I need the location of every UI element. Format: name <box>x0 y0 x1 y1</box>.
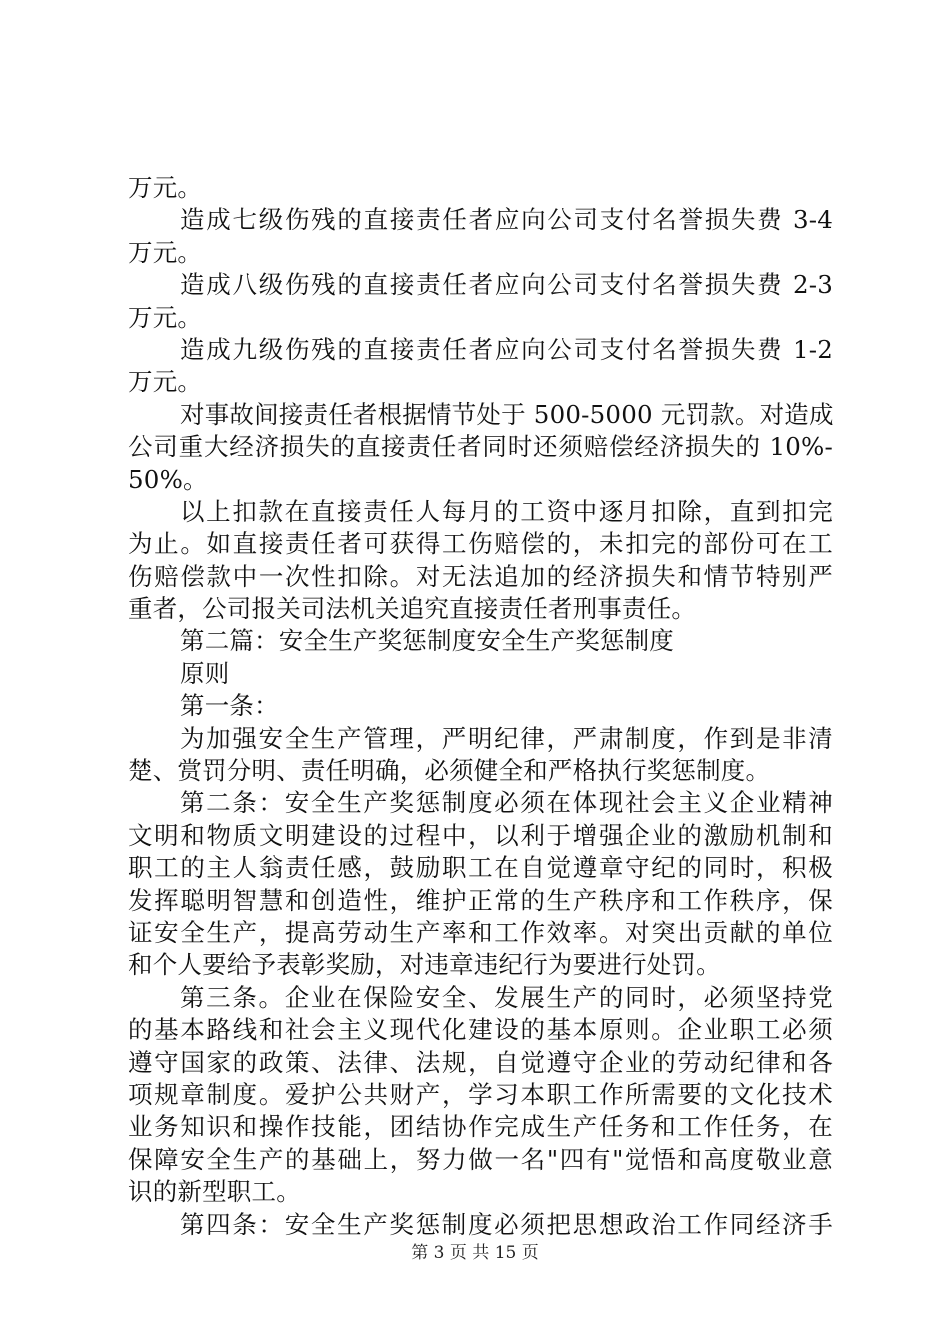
text-line: 公司重大经济损失的直接责任者同时还须赔偿经济损失的 10%- <box>128 432 833 462</box>
text-line: 职工的主人翁责任感，鼓励职工在自觉遵章守纪的同时，积极 <box>128 853 833 883</box>
text-line: 造成七级伤残的直接责任者应向公司支付名誉损失费 3-4 <box>180 205 833 235</box>
text-line: 第四条：安全生产奖惩制度必须把思想政治工作同经济手 <box>180 1209 833 1239</box>
text-line: 对事故间接责任者根据情节处于 500-5000 元罚款。对造成 <box>180 399 834 429</box>
section-heading: 第二篇：安全生产奖惩制度安全生产奖惩制度 <box>180 626 674 656</box>
text-line: 文明和物质文明建设的过程中，以利于增强企业的激励机制和 <box>128 820 833 850</box>
text-line: 万元。 <box>128 237 203 267</box>
article-heading: 第一条： <box>180 691 279 721</box>
text-line: 项规章制度。爱护公共财产，学习本职工作所需要的文化技术 <box>128 1079 833 1109</box>
document-body <box>128 172 833 1241</box>
text-line: 遵守国家的政策、法律、法规，自觉遵守企业的劳动纪律和各 <box>128 1047 833 1077</box>
text-line: 保障安全生产的基础上，努力做一名"四有"觉悟和高度敬业意 <box>128 1144 833 1174</box>
text-line: 50%。 <box>128 464 208 494</box>
text-line: 万元。 <box>128 367 203 397</box>
text-line: 伤赔偿款中一次性扣除。对无法追加的经济损失和情节特别严 <box>128 561 833 591</box>
text-line: 为加强安全生产管理，严明纪律，严肃制度，作到是非清 <box>180 723 833 753</box>
text-line: 证安全生产，提高劳动生产率和工作效率。对突出贡献的单位 <box>128 917 833 947</box>
text-line: 万元。 <box>128 173 203 202</box>
text-line: 造成八级伤残的直接责任者应向公司支付名誉损失费 2-3 <box>180 270 833 300</box>
text-line: 第二条：安全生产奖惩制度必须在体现社会主义企业精神 <box>180 788 833 818</box>
text-line: 发挥聪明智慧和创造性，维护正常的生产秩序和工作秩序，保 <box>128 885 833 915</box>
text-line: 万元。 <box>128 302 203 332</box>
text-line: 以上扣款在直接责任人每月的工资中逐月扣除，直到扣完 <box>180 496 833 526</box>
text-line: 楚、赏罚分明、责任明确，必须健全和严格执行奖惩制度。 <box>128 756 771 786</box>
text-line: 造成九级伤残的直接责任者应向公司支付名誉损失费 1-2 <box>180 334 833 364</box>
text-line: 识的新型职工。 <box>128 1177 301 1207</box>
section-heading: 原则 <box>180 658 230 688</box>
text-line: 为止。如直接责任者可获得工伤赔偿的，未扣完的部份可在工 <box>128 529 833 559</box>
text-line: 第三条。企业在保险安全、发展生产的同时，必须坚持党 <box>180 982 833 1012</box>
text-line: 重者，公司报关司法机关追究直接责任者刑事责任。 <box>128 594 697 624</box>
text-line: 业务知识和操作技能，团结协作完成生产任务和工作任务，在 <box>128 1112 833 1142</box>
text-line: 和个人要给予表彰奖励，对违章违纪行为要进行处罚。 <box>128 950 721 980</box>
page-number-footer: 第 3 页 共 15 页 <box>411 1243 539 1263</box>
text-line: 的基本路线和社会主义现代化建设的基本原则。企业职工必须 <box>128 1015 833 1045</box>
